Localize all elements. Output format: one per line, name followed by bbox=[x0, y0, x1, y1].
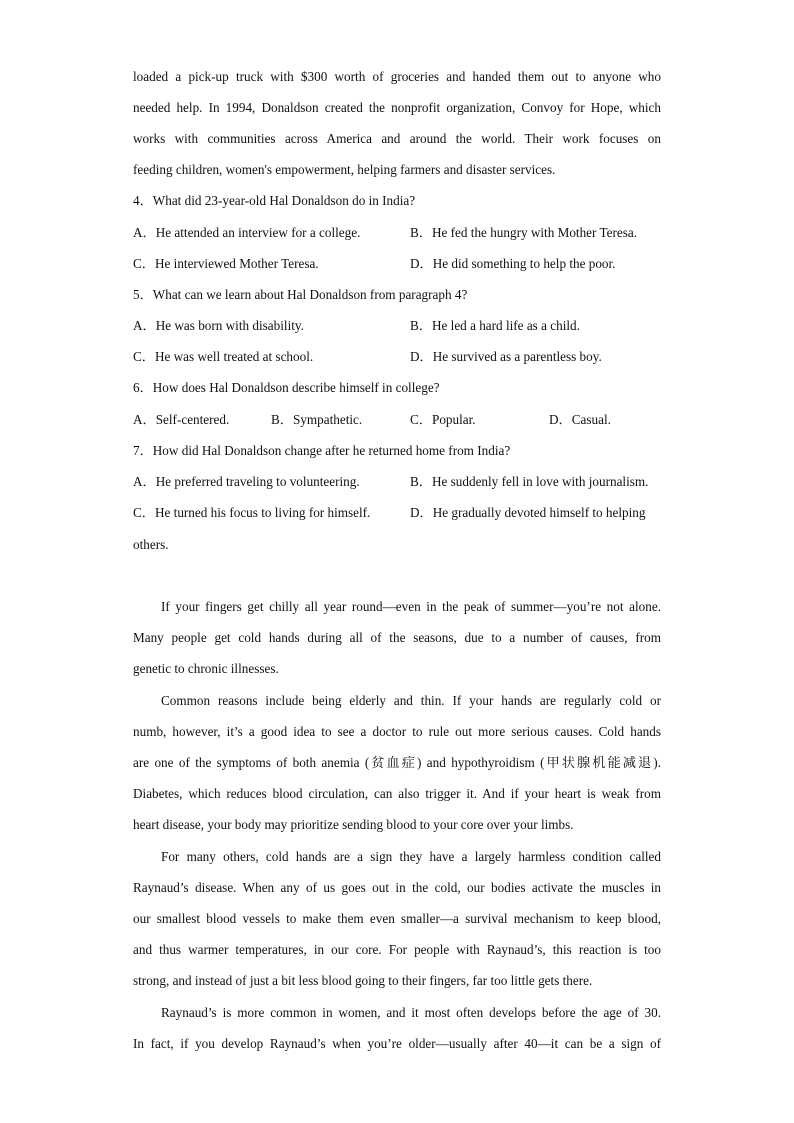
question-stem-5: 5．What can we learn about Hal Donaldson from paragraph 4? bbox=[133, 287, 468, 302]
paragraph-line: and thus warmer temperatures, in our core. For people with Raynaud’s, this reaction is too bbox=[133, 942, 661, 957]
option-5b: B．He led a hard life as a child. bbox=[410, 318, 580, 333]
question-stem-6: 6．How does Hal Donaldson describe himself in college? bbox=[133, 380, 440, 395]
option-5d: D．He survived as a parentless boy. bbox=[410, 349, 602, 364]
paragraph-line: For many others, cold hands are a sign they have a largely harmless condition called bbox=[161, 849, 661, 864]
option-6c: C．Popular. bbox=[410, 412, 476, 427]
option-5a: A．He was born with disability. bbox=[133, 318, 304, 333]
passage-line: needed help. In 1994, Donaldson created the nonprofit organization, Convoy for Hope, which bbox=[133, 100, 661, 115]
paragraph-line: heart disease, your body may prioritize sending blood to your core over your limbs. bbox=[133, 817, 574, 832]
paragraph-line: Common reasons include being elderly and thin. If your hands are regularly cold or bbox=[161, 693, 661, 708]
option-4d: D．He did something to help the poor. bbox=[410, 256, 616, 271]
option-7c: C．He turned his focus to living for himself. bbox=[133, 505, 371, 520]
passage-line: works with communities across America and around the world. Their work focuses on bbox=[133, 131, 661, 146]
passage-line: feeding children, women's empowerment, helping farmers and disaster services. bbox=[133, 162, 556, 177]
option-7b: B．He suddenly fell in love with journalism. bbox=[410, 474, 649, 489]
paragraph-line: Raynaud’s disease. When any of us goes out in the cold, our bodies activate the muscles in bbox=[133, 880, 661, 895]
paragraph-line: numb, however, it’s a good idea to see a doctor to rule out more serious causes. Cold hands bbox=[133, 724, 661, 739]
option-7a: A．He preferred traveling to volunteering. bbox=[133, 474, 360, 489]
paragraph-line: strong, and instead of just a bit less blood going to their fingers, far too little gets there. bbox=[133, 973, 593, 988]
paragraph-line: Raynaud’s is more common in women, and it most often develops before the age of 30. bbox=[161, 1005, 661, 1020]
paragraph-line: are one of the symptoms of both anemia (贫血症) and hypothyroidism (甲状腺机能减退). bbox=[133, 755, 661, 770]
option-6b: B．Sympathetic. bbox=[271, 412, 363, 427]
option-4c: C．He interviewed Mother Teresa. bbox=[133, 256, 319, 271]
option-6a: A．Self-centered. bbox=[133, 412, 230, 427]
option-6d: D．Casual. bbox=[549, 412, 611, 427]
option-5c: C．He was well treated at school. bbox=[133, 349, 314, 364]
question-stem-7: 7．How did Hal Donaldson change after he returned home from India? bbox=[133, 443, 511, 458]
paragraph-line: genetic to chronic illnesses. bbox=[133, 661, 279, 676]
question-stem-4: 4．What did 23-year-old Hal Donaldson do in India? bbox=[133, 193, 416, 208]
paragraph-line: Diabetes, which reduces blood circulation, can also trigger it. And if your heart is weak from bbox=[133, 786, 661, 801]
option-7d: D．He gradually devoted himself to helping bbox=[410, 505, 646, 520]
option-7d-continuation: others. bbox=[133, 537, 169, 552]
paragraph-line: If your fingers get chilly all year round—even in the peak of summer—you’re not alone. bbox=[161, 599, 661, 614]
option-4a: A．He attended an interview for a college. bbox=[133, 225, 361, 240]
paragraph-line: our smallest blood vessels to make them even smaller—a survival mechanism to keep blood, bbox=[133, 911, 661, 926]
passage-line: loaded a pick-up truck with $300 worth of groceries and handed them out to anyone who bbox=[133, 69, 661, 84]
paragraph-line: In fact, if you develop Raynaud’s when you’re older—usually after 40—it can be a sign of bbox=[133, 1036, 661, 1051]
option-4b: B．He fed the hungry with Mother Teresa. bbox=[410, 225, 637, 240]
paragraph-line: Many people get cold hands during all of the seasons, due to a number of causes, from bbox=[133, 630, 661, 645]
